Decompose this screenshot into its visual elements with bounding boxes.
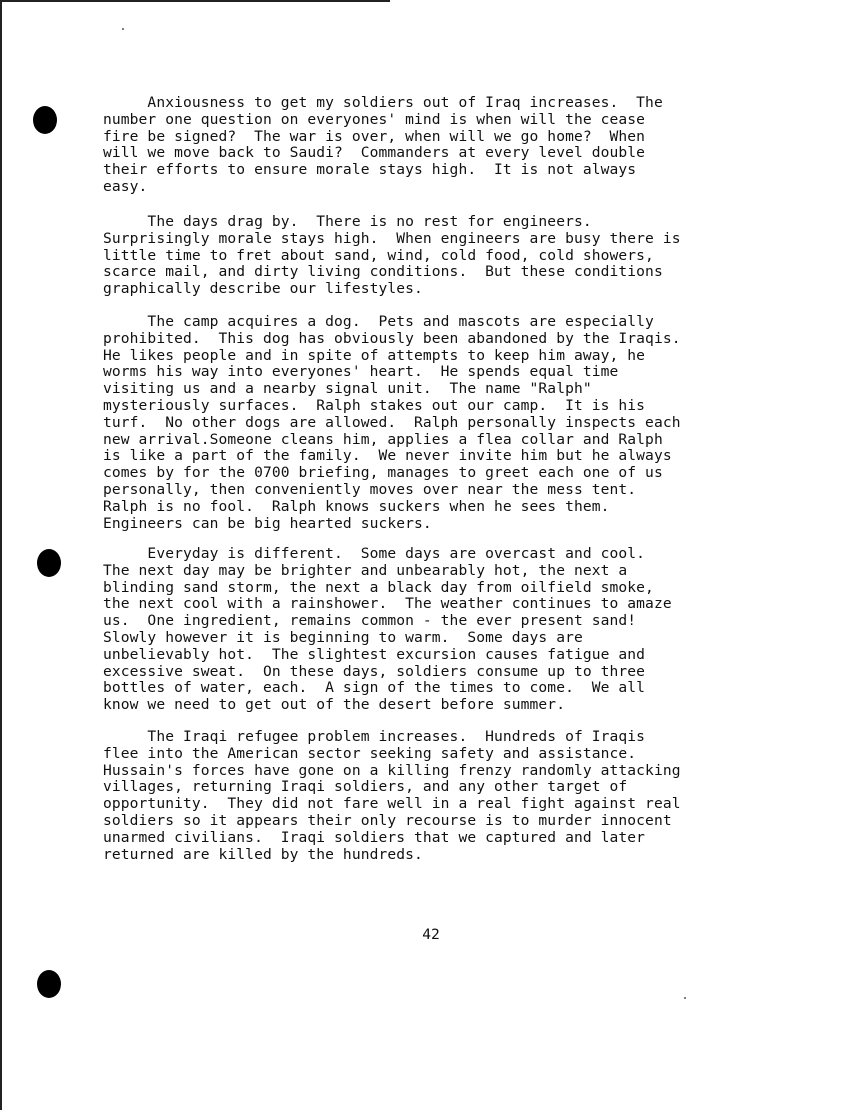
text-line: easy.: [103, 177, 148, 195]
text-line: visiting us and a nearby signal unit. The name "Ralph": [103, 380, 592, 398]
text-line: know we need to get out of the desert before summer.: [103, 696, 566, 714]
text-line: turf. No other dogs are allowed. Ralph personally inspects each: [103, 413, 681, 431]
text-line: little time to fret about sand, wind, cold food, cold showers,: [103, 246, 654, 264]
text-line: The days drag by. There is no rest for engineers.: [103, 213, 592, 230]
text-line: Anxiousness to get my soldiers out of Iraq increases. The: [103, 94, 663, 111]
text-line: personally, then conveniently moves over near the mess tent.: [103, 480, 637, 498]
text-line: bottles of water, each. A sign of the times to come. We all: [103, 679, 646, 697]
scan-speck: [684, 997, 686, 999]
text-line: blinding sand storm, the next a black day from oilfield smoke,: [103, 578, 654, 596]
page-number: 42: [422, 926, 440, 943]
text-line: graphically describe our lifestyles.: [103, 280, 423, 298]
text-line: the next cool with a rainshower. The weather continues to amaze: [103, 595, 672, 613]
page-top-edge: [0, 0, 390, 2]
text-line: is like a part of the family. We never invite him but he always: [103, 447, 672, 465]
text-line: Surprisingly morale stays high. When engineers are busy there is: [103, 229, 681, 247]
text-line: us. One ingredient, remains common - the ever present sand!: [103, 612, 637, 630]
text-line: prohibited. This dog has obviously been abandoned by the Iraqis.: [103, 329, 681, 347]
paragraph-camp-dog: [103, 314, 803, 532]
text-line: Slowly however it is beginning to warm. Some days are: [103, 628, 583, 646]
text-line: unarmed civilians. Iraqi soldiers that we captured and later: [103, 828, 646, 846]
text-line: The next day may be brighter and unbearably hot, the next a: [103, 561, 628, 579]
text-line: The Iraqi refugee problem increases. Hundreds of Iraqis: [103, 728, 646, 745]
text-line: worms his way into everyones' heart. He spends equal time: [103, 363, 619, 381]
paragraph-days-drag: [103, 214, 803, 298]
text-line: number one question on everyones' mind is when will the cease: [103, 110, 646, 128]
text-line: Hussain's forces have gone on a killing frenzy randomly attacking: [103, 761, 681, 779]
text-line: opportunity. They did not fare well in a real fight against real: [103, 795, 681, 813]
text-line: comes by for the 0700 briefing, manages to greet each one of us: [103, 464, 663, 482]
text-line: Ralph is no fool. Ralph knows suckers when he sees them.: [103, 497, 610, 515]
text-line: flee into the American sector seeking safety and assistance.: [103, 744, 637, 762]
binder-hole-middle: [37, 549, 61, 577]
text-line: The camp acquires a dog. Pets and mascots are especially: [103, 313, 654, 330]
text-line: their efforts to ensure morale stays high. It is not always: [103, 161, 637, 179]
text-line: villages, returning Iraqi soldiers, and any other target of: [103, 778, 628, 796]
binder-hole-bottom: [37, 970, 61, 998]
text-line: new arrival.Someone cleans him, applies a flea collar and Ralph: [103, 430, 663, 448]
paragraph-weather: [103, 546, 803, 714]
scan-speck: [122, 28, 124, 30]
text-line: mysteriously surfaces. Ralph stakes out our camp. It is his: [103, 396, 646, 414]
paragraph-morale: [103, 95, 803, 196]
text-line: unbelievably hot. The slightest excursion causes fatigue and: [103, 645, 646, 663]
text-line: fire be signed? The war is over, when will we go home? When: [103, 127, 646, 145]
text-line: Everyday is different. Some days are overcast and cool.: [103, 545, 646, 562]
text-line: will we move back to Saudi? Commanders at every level double: [103, 144, 646, 162]
text-line: He likes people and in spite of attempts to keep him away, he: [103, 346, 646, 364]
text-line: scarce mail, and dirty living conditions. But these conditions: [103, 263, 663, 281]
text-line: excessive sweat. On these days, soldiers consume up to three: [103, 662, 646, 680]
binder-hole-top: [33, 106, 57, 134]
text-line: returned are killed by the hundreds.: [103, 845, 423, 863]
text-line: Engineers can be big hearted suckers.: [103, 514, 432, 532]
text-line: soldiers so it appears their only recourse is to murder innocent: [103, 811, 672, 829]
page-left-edge: [0, 0, 2, 1110]
paragraph-refugees: [103, 729, 803, 863]
